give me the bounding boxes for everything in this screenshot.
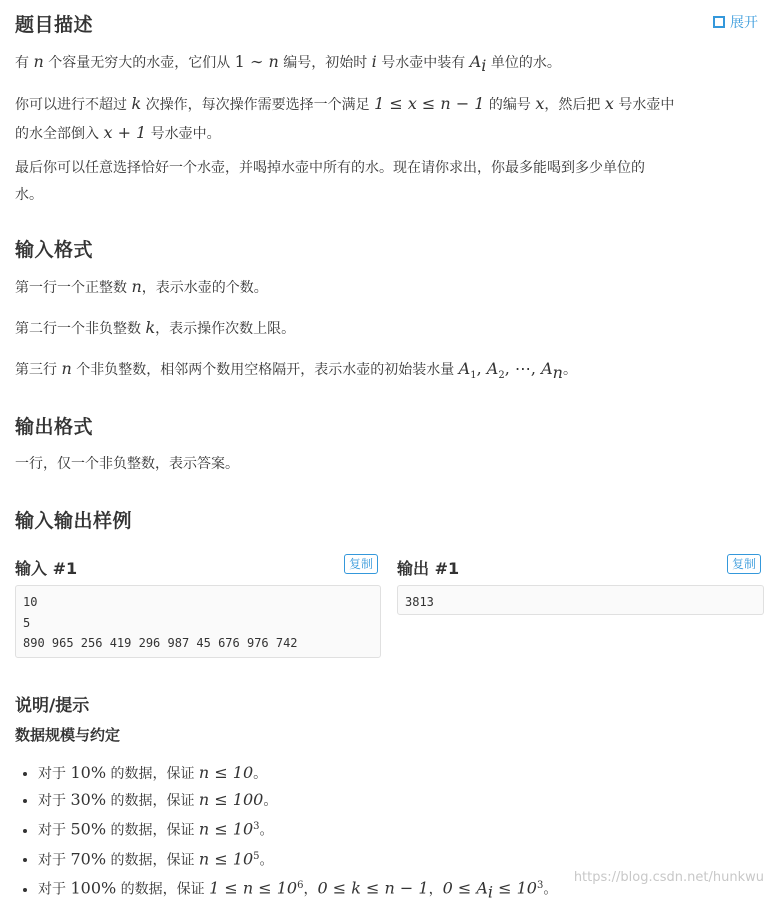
copy-input-button[interactable]: 复制 [344, 554, 378, 574]
sample-input-label: 输入 #1 [15, 559, 78, 578]
output-format-line-1: 一行，仅一个非负整数，表示答案。 [15, 456, 239, 472]
input-format-line-2: 第二行一个非负整数 k，表示操作次数上限。 [15, 318, 296, 337]
sample-input-line: 10 [23, 595, 38, 609]
samples-title: 输入输出样例 [15, 510, 133, 532]
description-paragraph-3: 最后你可以任意选择恰好一个水壶，并喝掉水壶中所有的水。现在请你求出，你最多能喝到多少单位的 水。 [15, 160, 645, 203]
sample-output-line: 3813 [405, 595, 434, 609]
constraint-item: • 对于 30% 的数据，保证 n ≤ 100。 [38, 787, 557, 814]
hint-title: 说明/提示 [15, 696, 90, 716]
input-format-line-1: 第一行一个正整数 n，表示水壶的个数。 [15, 277, 268, 296]
sample-output-box[interactable] [397, 585, 764, 615]
constraint-item: • 对于 10% 的数据，保证 n ≤ 10。 [38, 760, 557, 787]
input-format-title: 输入格式 [15, 239, 94, 261]
constraint-item: • 对于 100% 的数据，保证 $1 \le n \le 10^6$，0 ≤ k ≤ n − 1，$0 \le A_i \le 10^3$。 [38, 873, 557, 904]
input-format-line-3: 第三行 n 个非负整数，相邻两个数用空格隔开，表示水壶的初始装水量 $A_1$, $A_2$, ⋯, $A_n$。 [15, 359, 577, 382]
sample-input-box[interactable] [15, 585, 381, 658]
expand-label: 展开 [730, 15, 758, 31]
expand-icon [712, 15, 726, 29]
constraint-item: • 对于 70% 的数据，保证 $n \le 10^5$。 [38, 844, 557, 874]
constraints-list [20, 760, 557, 905]
description-paragraph-2: 你可以进行不超过 k 次操作，每次操作需要选择一个满足 1 ≤ x ≤ n − 1 的编号 x，然后把 x 号水壶中 的水全部倒入 x + 1 号水壶中。 [15, 94, 675, 142]
expand-button[interactable] [712, 12, 758, 32]
hint-subtitle: 数据规模与约定 [15, 726, 121, 744]
copy-output-button[interactable]: 复制 [727, 554, 761, 574]
watermark: https://blog.csdn.net/hunkwu [573, 870, 764, 885]
sample-input-line: 5 [23, 615, 31, 630]
constraint-item: • 对于 50% 的数据，保证 $n \le 10^3$。 [38, 814, 557, 844]
sample-input-line: 890 965 256 419 296 987 45 676 976 742 [23, 636, 298, 650]
sample-output-label: 输出 #1 [397, 559, 460, 578]
description-title: 题目描述 [15, 14, 94, 36]
output-format-title: 输出格式 [15, 416, 94, 438]
description-paragraph-1: 有 n 个容量无穷大的水壶，它们从 1 ∼ n 编号，初始时 i 号水壶中装有 $A_i$ 单位的水。 [15, 52, 561, 75]
